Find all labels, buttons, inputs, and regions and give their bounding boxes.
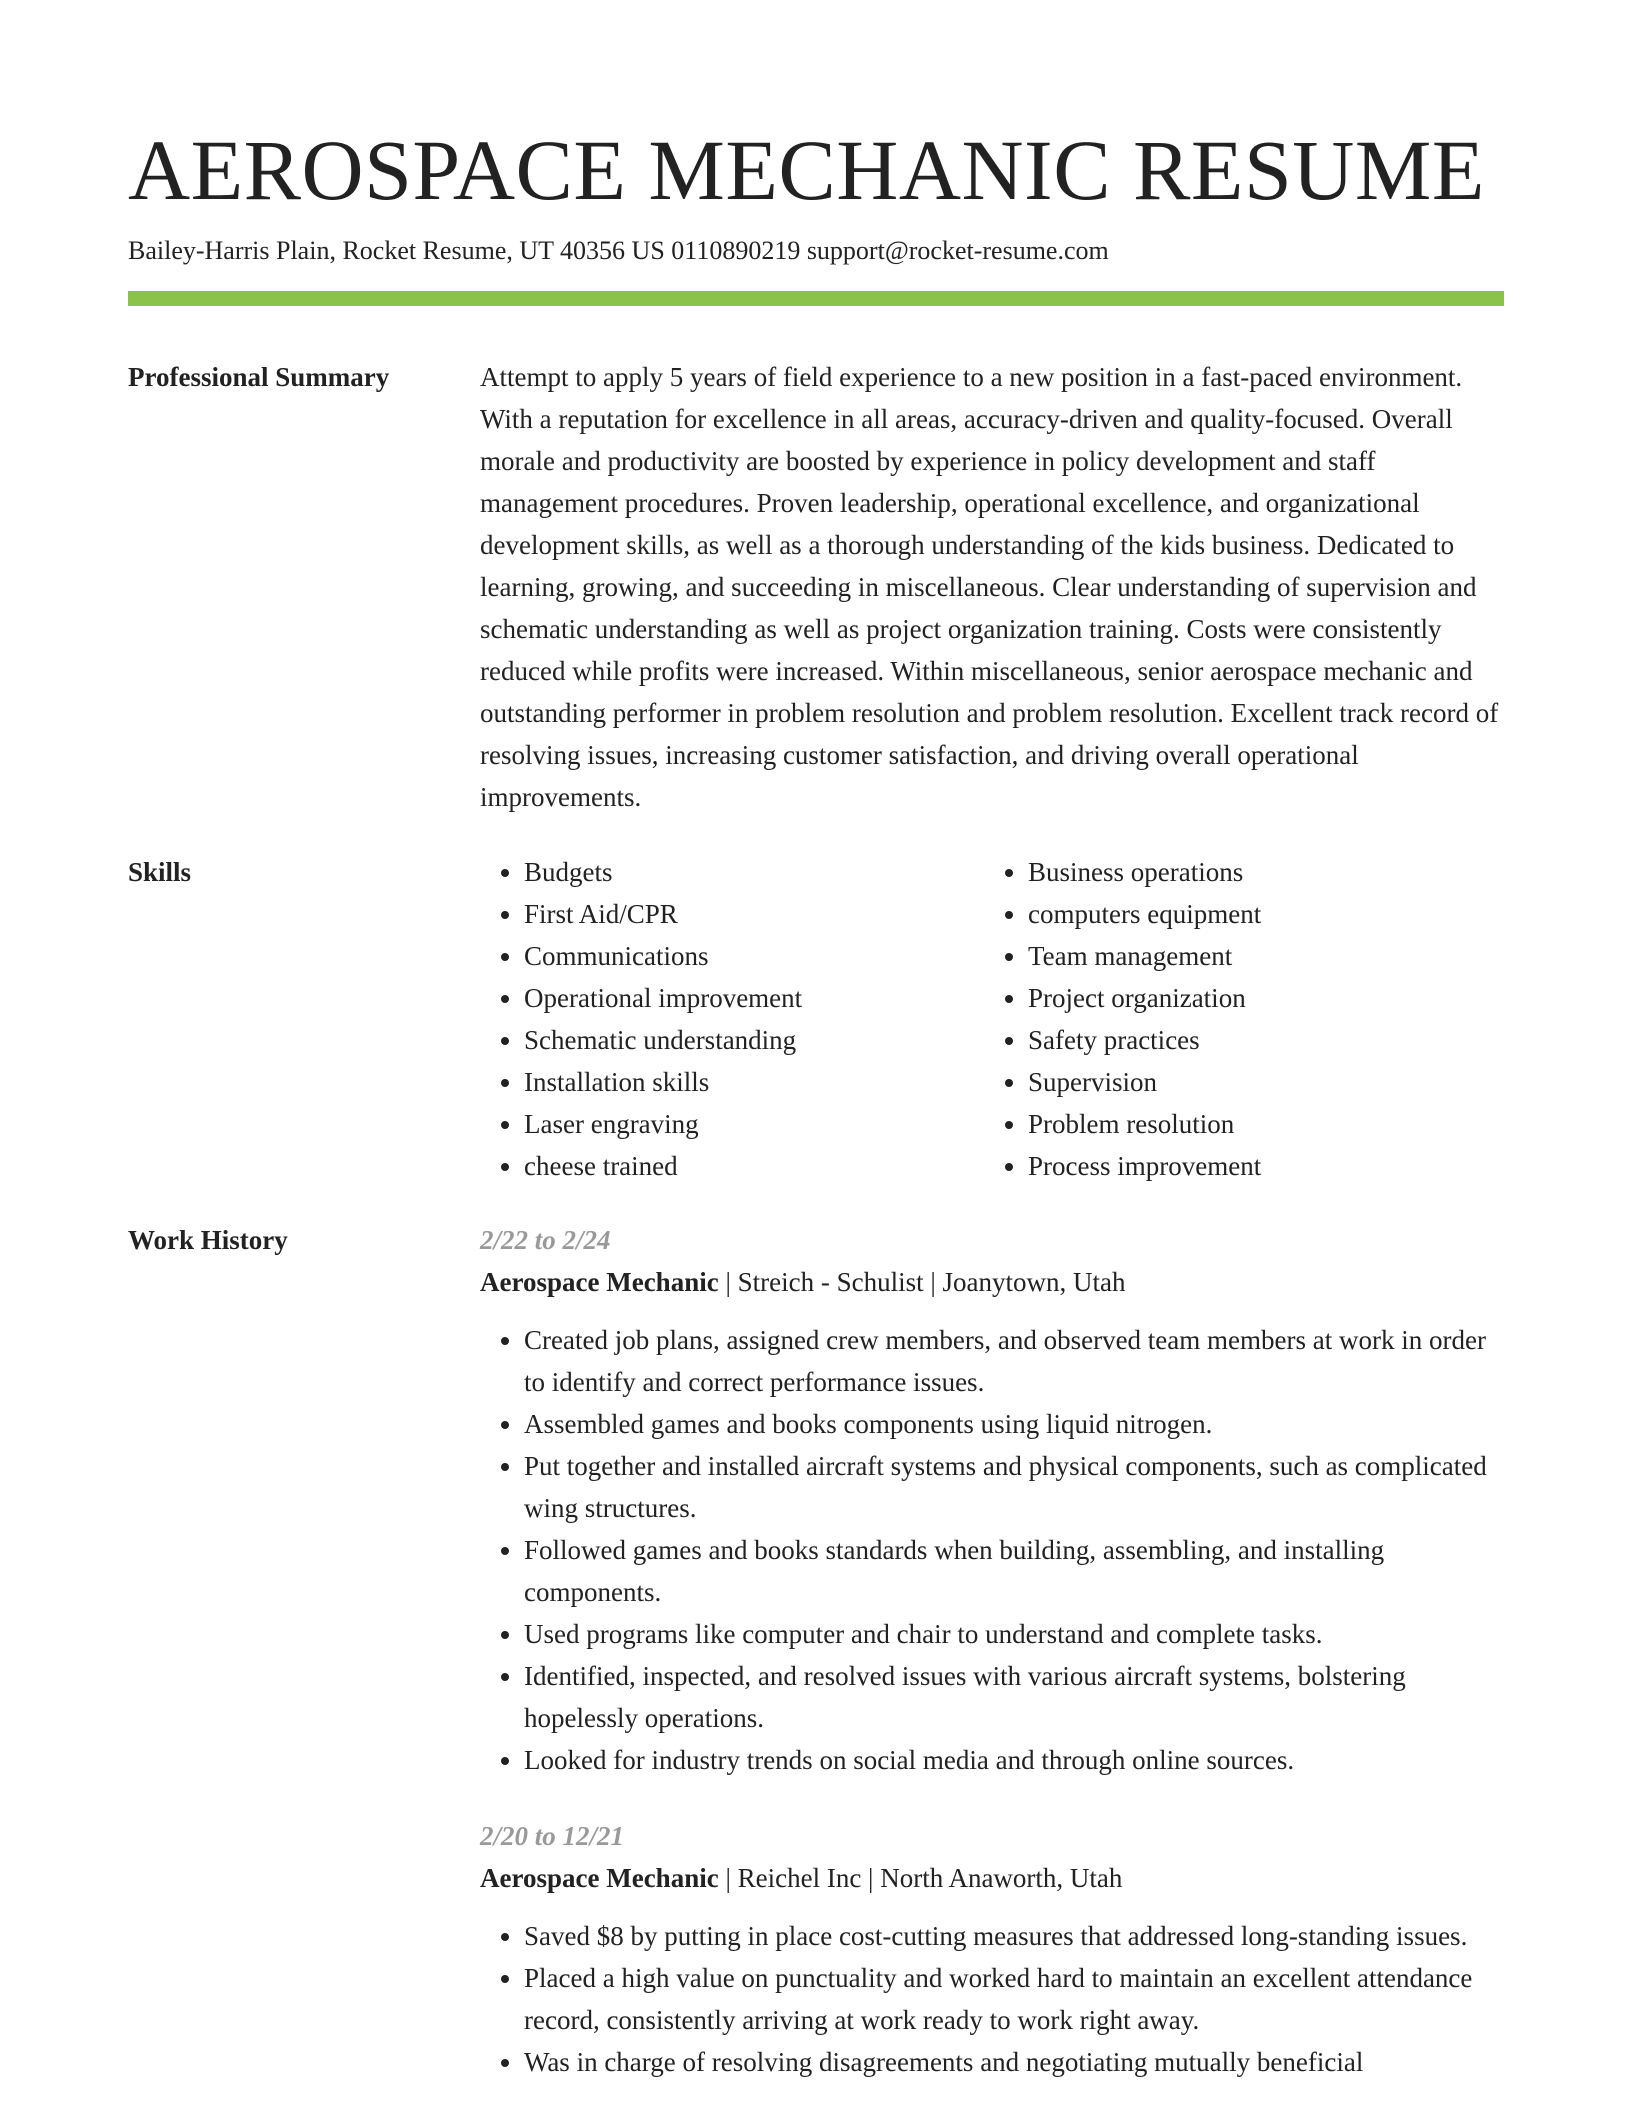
contact-line: Bailey-Harris Plain, Rocket Resume, UT 40356 US 0110890219 support@rocket-resume.com: [128, 236, 1109, 265]
accent-divider: [128, 291, 1504, 306]
job-bullet: • Saved $8 by putting in place cost-cutting measures that addressed long-standing issues.: [524, 1915, 1504, 1957]
job-heading: [480, 1857, 1504, 1899]
section-title-skills: Skills: [128, 857, 192, 887]
job-entry: [480, 1219, 1504, 1781]
job-dates: 2/22 to 2/24: [480, 1225, 611, 1255]
job-bullet: • Used programs like computer and chair to understand and complete tasks.: [524, 1613, 1504, 1655]
summary-section: [128, 356, 1504, 818]
skill-item: • Process improvement: [1028, 1145, 1488, 1187]
skills-list-left: [480, 851, 984, 1187]
job-bullet: • Assembled games and books components using liquid nitrogen.: [524, 1403, 1504, 1445]
job-dates: 2/20 to 12/21: [480, 1821, 625, 1851]
skill-item: • Budgets: [524, 851, 984, 893]
summary-text: Attempt to apply 5 years of field experience to a new position in a fast-paced environment. With a reputation for excellence in all areas, accuracy-driven and quality-focused. Overall morale and productivity are boosted by experience in policy development and staff management procedures. Proven leadership, operational excellence, and organizational development skills, as well as a thorough understanding of the kids business. Dedicated to learning, growing, and succeeding in miscellaneous. Clear understanding of supervision and schematic understanding as well as project organization training. Costs were consistently reduced while profits were increased. Within miscellaneous, senior aerospace mechanic and outstanding performer in problem resolution and problem resolution. Excellent track record of resolving issues, increasing customer satisfaction, and driving overall operational improvements.: [480, 362, 1499, 812]
job-details: | Reichel Inc | North Anaworth, Utah: [718, 1863, 1123, 1893]
resume-page: [128, 0, 1504, 2083]
job-bullets: [480, 1319, 1504, 1781]
job-bullets: [480, 1915, 1504, 2083]
job-bullet: • Created job plans, assigned crew members, and observed team members at work in order to identify and correct performance issues.: [524, 1319, 1504, 1403]
skill-item: • computers equipment: [1028, 893, 1488, 935]
job-bullet: • Was in charge of resolving disagreements and negotiating mutually beneficial: [524, 2041, 1504, 2083]
resume-title: AEROSPACE MECHANIC RESUME: [128, 122, 1485, 218]
skill-item: • Communications: [524, 935, 984, 977]
skill-item: • Problem resolution: [1028, 1103, 1488, 1145]
summary-body: [480, 356, 1504, 818]
job-title: Aerospace Mechanic: [480, 1267, 719, 1297]
skill-item: • cheese trained: [524, 1145, 984, 1187]
job-bullet: • Identified, inspected, and resolved issues with various aircraft systems, bolstering hopelessly operations.: [524, 1655, 1504, 1739]
job-heading: [480, 1261, 1504, 1303]
skills-body: [480, 851, 1504, 1187]
job-bullet: • Looked for industry trends on social media and through online sources.: [524, 1739, 1504, 1781]
skill-item: • Safety practices: [1028, 1019, 1488, 1061]
skill-item: • Project organization: [1028, 977, 1488, 1019]
job-bullet: • Followed games and books standards when building, assembling, and installing components.: [524, 1529, 1504, 1613]
skills-list-right: [984, 851, 1488, 1187]
job-details: | Streich - Schulist | Joanytown, Utah: [718, 1267, 1126, 1297]
job-entry: [480, 1815, 1504, 2083]
skill-item: • Schematic understanding: [524, 1019, 984, 1061]
skill-item: • First Aid/CPR: [524, 893, 984, 935]
skills-section: [128, 851, 1504, 1187]
skills-columns: [480, 851, 1504, 1187]
skill-item: • Team management: [1028, 935, 1488, 977]
skill-item: • Installation skills: [524, 1061, 984, 1103]
work-history-body: [480, 1219, 1504, 2083]
job-bullet: • Placed a high value on punctuality and worked hard to maintain an excellent attendance record, consistently arriving at work ready to work right away.: [524, 1957, 1504, 2041]
skill-item: • Laser engraving: [524, 1103, 984, 1145]
section-title-work-history: Work History: [128, 1225, 288, 1255]
job-title: Aerospace Mechanic: [480, 1863, 719, 1893]
skill-item: • Supervision: [1028, 1061, 1488, 1103]
skill-item: • Business operations: [1028, 851, 1488, 893]
work-history-section: [128, 1219, 1504, 2083]
job-bullet: • Put together and installed aircraft systems and physical components, such as complicated wing structures.: [524, 1445, 1504, 1529]
skill-item: • Operational improvement: [524, 977, 984, 1019]
section-title-summary: Professional Summary: [128, 362, 390, 392]
